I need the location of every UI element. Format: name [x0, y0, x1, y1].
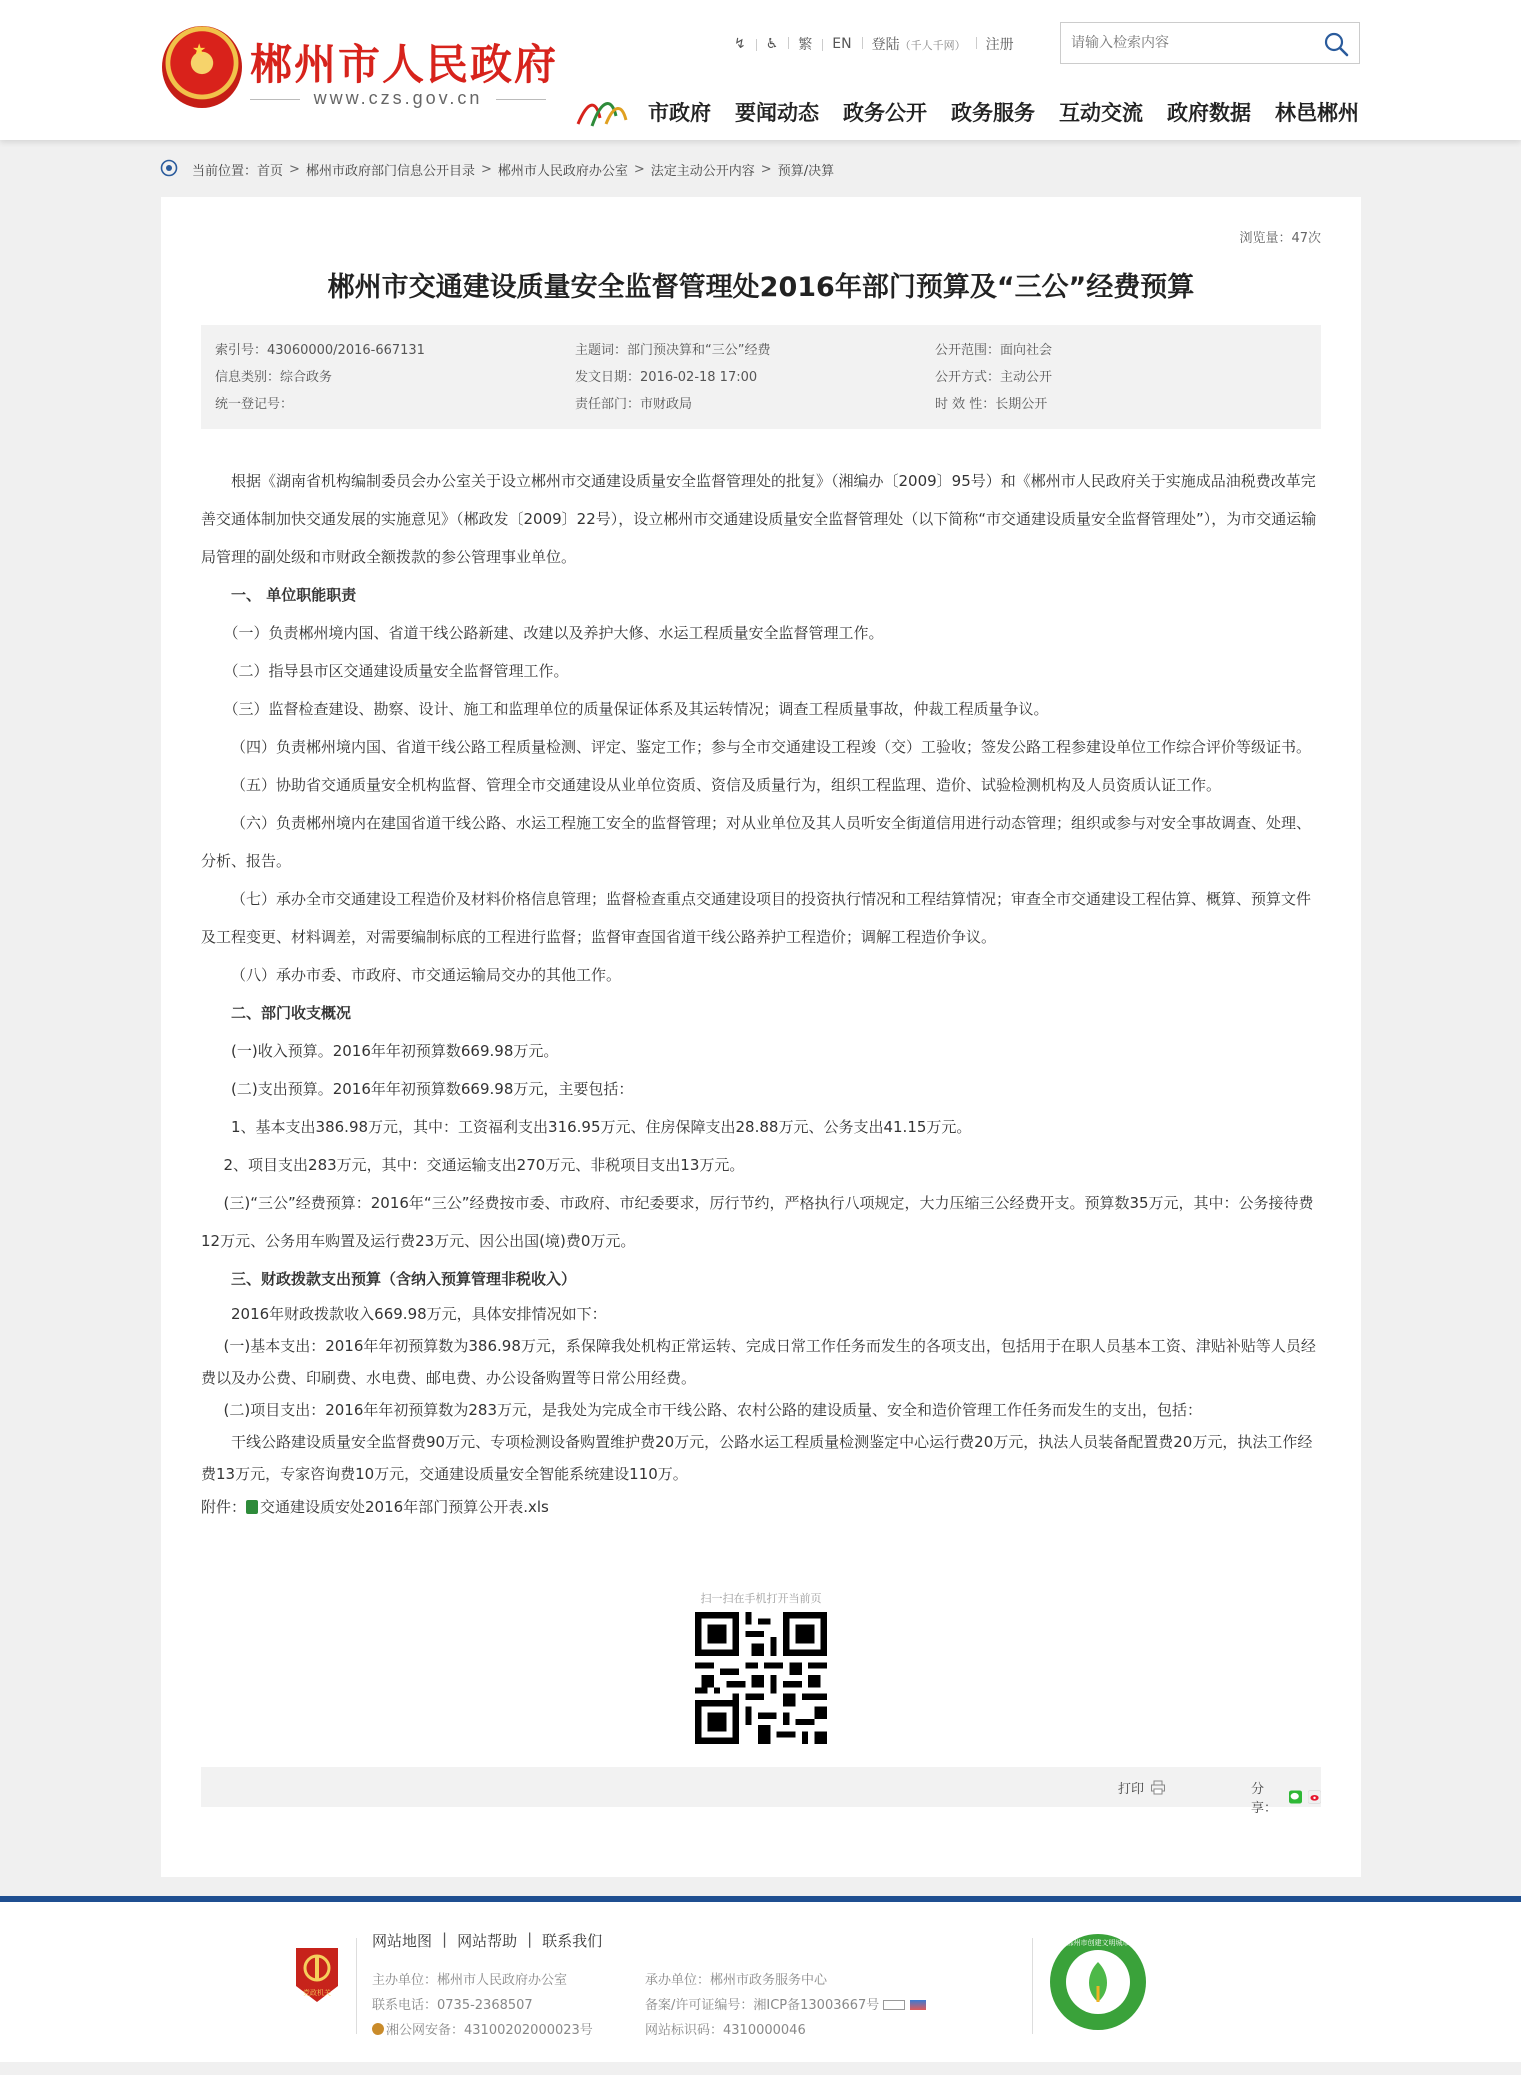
- badge-text: 党政机关: [303, 1989, 331, 1997]
- footer-divider: [356, 1938, 357, 2034]
- stats-icon: [910, 2000, 926, 2010]
- nav-interaction[interactable]: 互动交流: [1059, 101, 1143, 125]
- login-label: 登陆: [871, 37, 900, 53]
- meta-date: 发文日期：2016-02-18 17:00: [575, 370, 758, 385]
- article-panel: [161, 197, 1361, 1877]
- top-utility-bar: [724, 34, 1024, 54]
- revenue-2: (二)支出预算。2016年年初预算数669.98万元，主要包括：: [231, 1080, 634, 1098]
- footer-link-help[interactable]: 网站帮助: [457, 1932, 518, 1950]
- meta-category: 信息类别：综合政务: [215, 370, 333, 385]
- breadcrumb-home[interactable]: 首页: [257, 163, 284, 179]
- nav-gov-services[interactable]: 政务服务: [951, 101, 1035, 125]
- party-gov-badge-icon[interactable]: [292, 1946, 342, 2004]
- qr-code-icon: [695, 1612, 827, 1744]
- breadcrumb: [160, 159, 834, 179]
- footer-site-id: 网站标识码：4310000046: [645, 2023, 806, 2038]
- breadcrumb-sep: >: [480, 161, 492, 177]
- revenue-1: (一)收入预算。2016年年初预算数669.98万元。: [231, 1042, 559, 1060]
- footer-police[interactable]: [372, 2018, 593, 2043]
- page-bottom-strip: [0, 2062, 1521, 2075]
- footer-col-1: [372, 1968, 593, 2043]
- nav-linyi-chenzhou[interactable]: 林邑郴州: [1275, 101, 1359, 125]
- duty-7: （七）承办全市交通建设工程造价及材料价格信息管理；监督检查重点交通建设项目的投资执行情况和工程结算情况；审查全市交通建设工程估算、概算、预算文件及工程变更、材料调差，对需要编制标底的工程进行监督；监督审查国省道干线公路养护工程造价；调解工程造价争议。: [201, 890, 1312, 946]
- meta-dept: 责任部门：市财政局: [575, 397, 693, 412]
- site-footer: [0, 1896, 1521, 2062]
- excel-file-icon: [246, 1500, 258, 1514]
- breadcrumb-directory[interactable]: 郴州市政府部门信息公开目录: [305, 163, 475, 179]
- share-label: 分享：: [1251, 1782, 1278, 1816]
- footer-link-sep: |: [442, 1930, 448, 1948]
- share-bar: [201, 1767, 1321, 1816]
- site-name[interactable]: 郴州市人民政府: [250, 40, 559, 89]
- view-count: 浏览量：47次: [1239, 231, 1321, 246]
- meta-scope: 公开范围：面向社会: [935, 343, 1053, 358]
- meta-index-no: 索引号：43060000/2016-667131: [215, 343, 425, 358]
- footer-organizer: 承办单位：郴州市政务服务中心: [645, 1973, 828, 1988]
- duty-5: （五）协助省交通质量安全机构监督、管理全市交通建设从业单位资质、资信及质量行为，组织工程监理、造价、试验检测机构及人员资质认证工作。: [231, 776, 1222, 794]
- footer-col-2: [645, 1968, 926, 2043]
- duty-1: （一）负责郴州境内国、省道干线公路新建、改建以及养护大修、水运工程质量安全监督管理工作。: [223, 624, 884, 642]
- weibo-icon[interactable]: [1308, 1789, 1321, 1805]
- traditional-chinese-link[interactable]: 繁: [788, 34, 822, 54]
- printer-icon: [1150, 1780, 1166, 1796]
- attachment-link[interactable]: 交通建设质安处2016年部门预算公开表.xls: [260, 1498, 549, 1516]
- heading-budget-overview: 二、部门收支概况: [231, 1004, 352, 1022]
- meta-topic: 主题词：部门预决算和“三公”经费: [575, 343, 771, 358]
- english-link[interactable]: EN: [822, 36, 861, 52]
- city-logo-icon: [574, 94, 630, 130]
- meta-validity: 时 效 性：长期公开: [935, 397, 1048, 412]
- footer-icp[interactable]: [645, 1993, 926, 2018]
- wechat-icon[interactable]: [1289, 1789, 1302, 1805]
- footer-phone: 联系电话：0735-2368507: [372, 1998, 533, 2013]
- meta-reg-no: 统一登记号：: [215, 397, 294, 412]
- revenue-4: 2、项目支出283万元，其中：交通运输支出270万元、非税项目支出13万元。: [223, 1156, 745, 1174]
- nav-city-government[interactable]: 市政府: [648, 101, 711, 125]
- attachment: [201, 1490, 1323, 1524]
- share-group: [1251, 1778, 1321, 1816]
- revenue-3: 1、基本支出386.98万元，其中：工资福利支出316.95万元、住房保障支出28.88万元、公务支出41.15万元。: [231, 1118, 972, 1136]
- footer-link-sep: |: [527, 1930, 533, 1948]
- footer-links: [372, 1930, 602, 1951]
- login-note: （千人千网）: [899, 39, 966, 52]
- duty-6: （六）负责郴州境内在建国省道干线公路、水运工程施工安全的监督管理；对从业单位及其人员听安全街道信用进行动态管理；组织或参与对安全事故调查、处理、分析、报告。: [201, 814, 1312, 870]
- breadcrumb-sep: >: [760, 161, 772, 177]
- footer-icp-text: 备案/许可证编号：湘ICP备13003667号: [645, 1998, 880, 2013]
- paragraph-intro: 根据《湖南省机构编制委员会办公室关于设立郴州市交通建设质量安全监督管理处的批复》（湘编办〔2009〕95号）和《郴州市人民政府关于实施成品油税费改革完善交通体制加快交通发展的实施意见》（郴政发〔2009〕22号），设立郴州市交通建设质量安全监督管理处（以下简称“市交通建设质量安全监督管理处”），为市交通运输局管理的副处级和市财政全额拨款的参公管理事业单位。: [201, 472, 1317, 566]
- breadcrumb-statutory[interactable]: 法定主动公开内容: [650, 163, 755, 179]
- article-metadata: [201, 325, 1321, 429]
- search-input[interactable]: [1061, 23, 1311, 63]
- nav-gov-affairs-open[interactable]: 政务公开: [843, 101, 927, 125]
- site-url: www.czs.gov.cn: [250, 88, 546, 109]
- footer-police-text: 湘公网安备：43100202000023号: [386, 2023, 593, 2038]
- fiscal-4: 干线公路建设质量安全监督费90万元、专项检测设备购置维护费20万元，公路水运工程质量检测鉴定中心运行费20万元，执法人员装备配置费20万元，执法工作经费13万元，专家咨询费10万元，交通建设质量安全智能系统建设110万。: [201, 1433, 1313, 1483]
- print-label: 打印: [1118, 1782, 1145, 1797]
- nav-gov-data[interactable]: 政府数据: [1167, 101, 1251, 125]
- main-nav: [574, 94, 1359, 130]
- qr-caption: 扫一扫在手机打开当前页: [700, 1592, 822, 1605]
- accessibility-wheelchair-icon[interactable]: ♿: [756, 36, 789, 52]
- heading-duties: 一、 单位职能职责: [231, 586, 357, 604]
- duty-4: （四）负责郴州境内国、省道干线公路工程质量检测、评定、鉴定工作；参与全市交通建设工程竣（交）工验收；签发公路工程参建设单位工作综合评价等级证书。: [231, 738, 1312, 756]
- heading-fiscal-allocation: 三、财政拨款支出预算（含纳入预算管理非税收入）: [231, 1270, 577, 1288]
- national-emblem-icon: [162, 26, 242, 108]
- meta-method: 公开方式：主动公开: [935, 370, 1053, 385]
- footer-host: 主办单位：郴州市人民政府办公室: [372, 1973, 568, 1988]
- duty-2: （二）指导县市区交通建设质量安全监督管理工作。: [223, 662, 569, 680]
- site-header: [0, 0, 1521, 140]
- duty-3: （三）监督检查建设、勘察、设计、施工和监理单位的质量保证体系及其运转情况；调查工程质量事故，仲裁工程质量争议。: [223, 700, 1049, 718]
- fiscal-3: (二)项目支出：2016年年初预算数为283万元，是我处为完成全市干线公路、农村公路的建设质量、安全和造价管理工作任务而发生的支出，包括：: [223, 1401, 1203, 1419]
- fiscal-1: 2016年财政拨款收入669.98万元，具体安排情况如下：: [231, 1305, 607, 1323]
- civilized-city-badge-icon[interactable]: [1048, 1932, 1148, 2032]
- register-link[interactable]: 注册: [976, 34, 1024, 54]
- civil-badge-text: 郴州市创建文明城市: [1066, 1939, 1130, 1947]
- cnzz-icon: [883, 2000, 905, 2010]
- revenue-5: (三)“三公”经费预算：2016年“三公”经费按市委、市政府、市纪委要求，厉行节约，严格执行八项规定，大力压缩三公经费开支。预算数35万元，其中：公务接待费12万元、公务用车购置及运行费23万元、因公出国(境)费0万元。: [201, 1194, 1314, 1250]
- footer-divider: [1032, 1938, 1033, 2034]
- search-icon[interactable]: [1323, 31, 1349, 57]
- footer-link-sitemap[interactable]: 网站地图: [372, 1932, 433, 1950]
- police-badge-icon: [372, 2023, 384, 2035]
- article-title: 郴州市交通建设质量安全监督管理处2016年部门预算及“三公”经费预算: [327, 272, 1195, 303]
- breadcrumb-label: 当前位置：: [192, 163, 258, 179]
- attachment-label: 附件：: [201, 1498, 247, 1516]
- fiscal-2: (一)基本支出：2016年年初预算数为386.98万元，系保障我处机构正常运转、完成日常工作任务而发生的各项支出，包括用于在职人员基本工资、津贴补贴等人员经费以及办公费、印刷费、水电费、邮电费、办公设备购置等日常公用经费。: [201, 1337, 1316, 1387]
- breadcrumb-budget[interactable]: 预算/决算: [777, 163, 835, 179]
- breadcrumb-office[interactable]: 郴州市人民政府办公室: [497, 163, 628, 179]
- article-body: [201, 462, 1323, 1524]
- breadcrumb-sep: >: [633, 161, 645, 177]
- print-button[interactable]: [1118, 1778, 1166, 1797]
- accessibility-sound-icon[interactable]: ↯: [734, 36, 746, 52]
- nav-news[interactable]: 要闻动态: [735, 101, 819, 125]
- breadcrumb-sep: >: [289, 161, 300, 177]
- search-box: [1060, 22, 1360, 64]
- login-link[interactable]: [862, 34, 976, 54]
- location-pin-icon: [160, 159, 178, 179]
- footer-link-contact[interactable]: 联系我们: [542, 1932, 603, 1950]
- duty-8: （八）承办市委、市政府、市交通运输局交办的其他工作。: [231, 966, 622, 984]
